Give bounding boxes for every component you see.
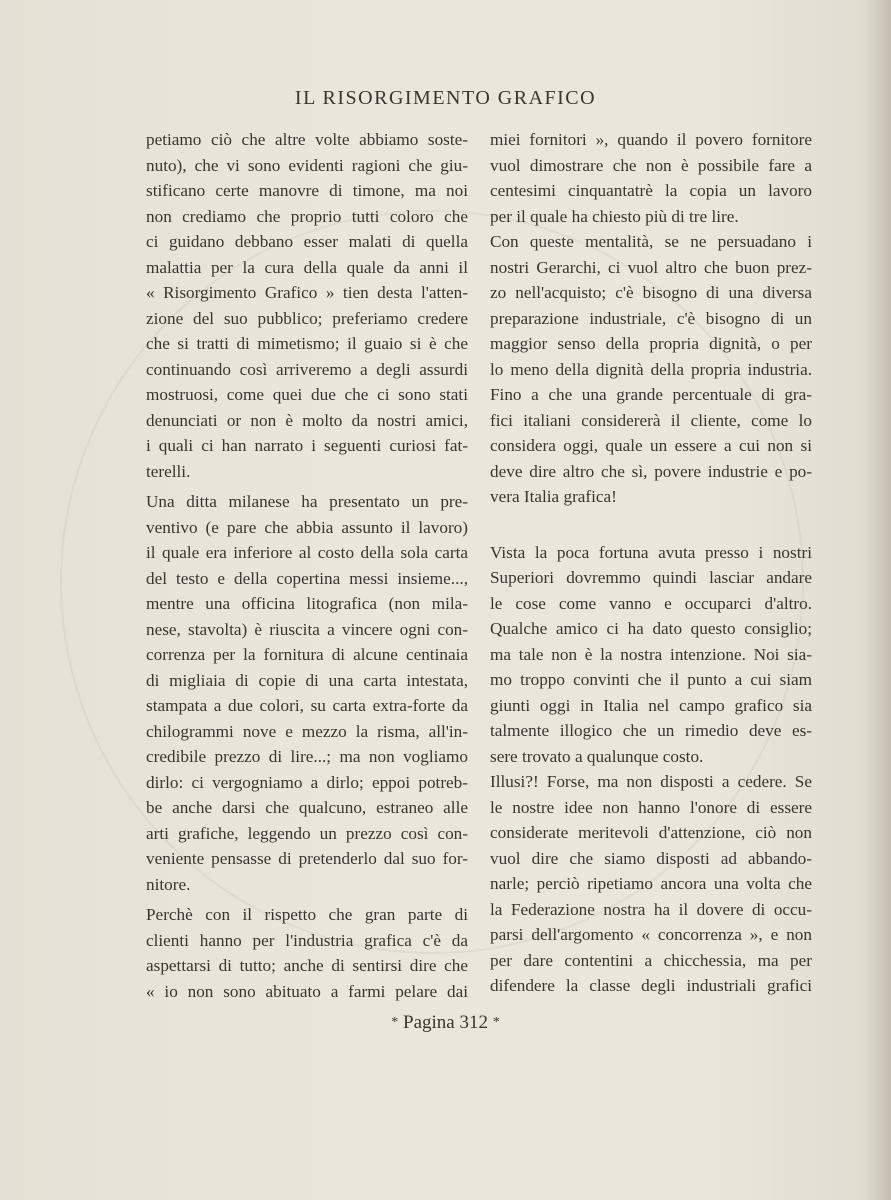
- text-line: vera Italia grafica!: [490, 487, 617, 506]
- text-line: mentre una officina litografica (non mila-: [146, 594, 468, 613]
- text-line: zo nell'acquisto; c'è bisogno di una diversa: [490, 283, 812, 302]
- text-line: nostri Gerarchi, ci vuol altro che buon prez-: [490, 257, 812, 277]
- text-line: aspettarsi di tutto; anche di sentirsi dire che: [146, 956, 468, 975]
- text-line: parsi dell'argomento « concorrenza », e non: [490, 925, 812, 944]
- text-line: Una ditta milanese ha presentato un pre-: [146, 492, 468, 511]
- text-line: Qualche amico ci ha dato questo consiglio;: [490, 619, 812, 638]
- running-head: IL RISORGIMENTO GRAFICO: [294, 87, 597, 109]
- text-line: maggior senso della propria dignità, o per: [490, 334, 812, 353]
- text-line: considera oggi, quale un essere a cui non si: [490, 436, 812, 455]
- text-line: Vista la poca fortuna avuta presso i nostri: [490, 542, 812, 562]
- text-line: veniente pensasse di pretenderlo dal suo for-: [146, 849, 468, 868]
- text-line: centesimi cinquantatrè la copia un lavoro: [490, 181, 812, 200]
- asterisk-ornament: *: [391, 1015, 399, 1030]
- text-line: di migliaia di copie di una carta intestata,: [146, 670, 468, 690]
- page-number: Pagina 312: [403, 1012, 488, 1033]
- paragraph: [146, 902, 468, 1004]
- text-line: considerate meritevoli d'attenzione, ciò non: [490, 823, 812, 842]
- text-line: preparazione industriale, c'è bisogno di un: [490, 308, 812, 328]
- text-line: fici italiani considererà il cliente, come lo: [490, 410, 812, 430]
- text-line: vuol dire che siamo disposti ad abbando-: [490, 848, 812, 868]
- text-line: credibile prezzo di lire...; ma non vogliamo: [146, 747, 468, 766]
- text-line: correnza per la fornitura di alcune centinaia: [146, 645, 468, 664]
- page-number-footer: [0, 1012, 891, 1034]
- text-line: Perchè con il rispetto che gran parte di: [146, 905, 468, 924]
- text-line: Superiori dovremmo quindi lasciar andare: [490, 568, 812, 587]
- text-line: petiamo ciò che altre volte abbiamo soste-: [146, 130, 468, 149]
- text-line: i quali ci han narrato i seguenti curiosi fat-: [146, 436, 468, 455]
- text-line: ventivo (e pare che abbia assunto il lavoro): [146, 517, 468, 537]
- text-line: vuol dimostrare che non è possibile fare a: [490, 155, 812, 175]
- text-line: giunti oggi in Italia nel campo grafico sia: [490, 695, 812, 715]
- text-line: nese, stavolta) è riuscita a vincere ogni con-: [146, 619, 468, 639]
- text-line: lo meno della dignità della propria industria.: [490, 359, 812, 379]
- text-line: non crediamo che proprio tutti coloro che: [146, 206, 468, 226]
- paragraph: [146, 127, 468, 484]
- text-line: nitore.: [146, 874, 191, 894]
- text-line: il quale era inferiore al costo della sola carta: [146, 543, 468, 562]
- text-line: arti grafiche, leggendo un prezzo così con-: [146, 823, 468, 843]
- paragraph: [490, 229, 812, 510]
- text-line: la Federazione nostra ha il dovere di occu-: [490, 899, 812, 919]
- right-column: [490, 127, 812, 999]
- text-line: ma tale non è la nostra intenzione. Noi sia-: [490, 644, 812, 664]
- text-line: stificano certe manovre di timone, ma noi: [146, 181, 468, 200]
- text-line: mo troppo convinti che il punto a cui siam: [490, 670, 812, 689]
- text-line: clienti hanno per l'industria grafica c'è da: [146, 930, 468, 950]
- text-line: che si tratti di mimetismo; il guaio si è che: [146, 334, 468, 353]
- text-line: continuando così arriveremo a degli assurdi: [146, 359, 468, 379]
- text-line: malattia per la cura della quale da anni il: [146, 257, 468, 277]
- text-line: deve dire altro che sì, povere industrie e po-: [490, 461, 812, 481]
- text-line: be anche darsi che qualcuno, estraneo alle: [146, 798, 468, 817]
- text-line: nuto), che vi sono evidenti ragioni che giu-: [146, 155, 468, 175]
- text-line: « Risorgimento Grafico » tien desta l'atten-: [146, 283, 468, 302]
- text-line: dirlo: ci vergogniamo a dirlo; eppoi potreb-: [146, 772, 468, 792]
- text-line: Illusi?! Forse, ma non disposti a cedere. Se: [490, 772, 812, 791]
- text-line: stampata a due colori, su carta extra-forte da: [146, 696, 468, 715]
- text-line: chilogrammi nove e mezzo la risma, all'in-: [146, 721, 468, 741]
- text-line: per il quale ha chiesto più di tre lire.: [490, 206, 739, 226]
- text-line: mostruosi, come quei due che ci sono stati: [146, 385, 468, 404]
- text-line: « io non sono abituato a farmi pelare dai: [146, 981, 468, 1001]
- text-line: per dare contentini a chicchessia, ma per: [490, 950, 812, 970]
- paragraph: [490, 127, 812, 229]
- left-column: [146, 127, 468, 1004]
- text-line: Fino a che una grande percentuale di gra-: [490, 385, 812, 404]
- text-line: difendere la classe degli industriali grafici: [490, 976, 812, 995]
- text-line: miei fornitori », quando il povero fornitore: [490, 130, 812, 149]
- text-line: ci guidano debbano esser malati di quella: [146, 232, 468, 251]
- text-line: narle; perciò ripetiamo ancora una volta che: [490, 874, 812, 893]
- text-line: zione del suo pubblico; preferiamo credere: [146, 308, 468, 328]
- text-line: sere trovato a qualunque costo.: [490, 746, 704, 766]
- text-line: talmente illogico che un rimedio deve es-: [490, 721, 812, 740]
- text-line: denunciati or non è molto da nostri amici,: [146, 410, 468, 430]
- text-line: le nostre idee non hanno l'onore di essere: [490, 797, 812, 817]
- paragraph: [490, 540, 812, 770]
- asterisk-ornament: *: [492, 1015, 500, 1030]
- text-line: terelli.: [146, 461, 191, 481]
- text-line: le cose come vanno e occuparci d'altro.: [490, 593, 812, 613]
- text-line: del testo e della copertina messi insieme...,: [146, 568, 468, 588]
- text-line: Con queste mentalità, se ne persuadano i: [490, 232, 812, 251]
- paragraph: [490, 769, 812, 999]
- paragraph: [146, 489, 468, 897]
